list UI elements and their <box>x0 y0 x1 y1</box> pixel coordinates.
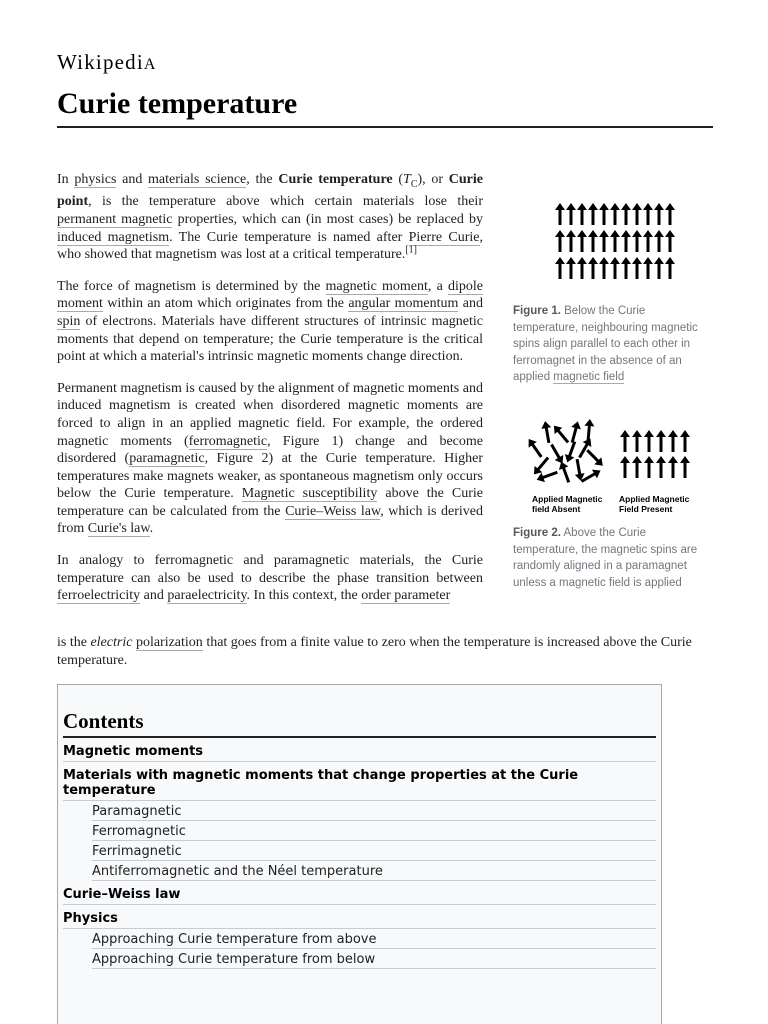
link-pierre-curie[interactable]: Pierre Curie <box>408 229 480 245</box>
figure-2 <box>513 418 713 591</box>
toc-item[interactable]: Ferrimagnetic <box>92 841 656 861</box>
spin-arrow-up <box>555 203 565 225</box>
wordmark-text: Wikipedi <box>57 50 144 74</box>
term-electric: electric <box>90 635 133 650</box>
spin-arrow-up <box>610 257 620 279</box>
spin-arrow-up <box>555 230 565 252</box>
link-paraelectricity[interactable]: paraelectricity <box>167 588 247 604</box>
spin-arrow-random <box>547 442 567 466</box>
fig2-left-label-2: field Absent <box>532 504 581 514</box>
article-body <box>57 171 483 605</box>
fig2-right-label-1: Applied Magnetic <box>619 494 690 504</box>
spin-arrow-up <box>621 230 631 252</box>
spin-arrow-up <box>566 257 576 279</box>
spin-arrow-random <box>540 420 554 443</box>
spin-arrow-up <box>566 203 576 225</box>
spin-arrow-random <box>567 420 582 444</box>
symbol-t: T <box>403 172 411 187</box>
paramagnet-spins-image[interactable] <box>513 418 713 516</box>
paragraph-analogy-continued: is the electric polarization that goes from a finite value to zero when the temperature is increased above the Curie temperature. <box>57 635 692 668</box>
page-title: Curie temperature <box>57 87 298 120</box>
spin-arrow-up <box>588 203 598 225</box>
spin-arrow-up <box>643 257 653 279</box>
spin-arrow-up <box>680 456 690 478</box>
spin-arrow-up <box>599 257 609 279</box>
title-divider <box>57 126 713 128</box>
spin-arrow-up <box>654 230 664 252</box>
toc-item[interactable]: Physics <box>63 911 656 929</box>
spin-arrow-up <box>668 430 678 452</box>
spin-arrow-up <box>577 230 587 252</box>
wordmark-tail: A <box>143 56 157 73</box>
spin-arrow-up <box>632 230 642 252</box>
spin-arrow-up <box>555 257 565 279</box>
spin-arrow-up <box>665 257 675 279</box>
spin-arrow-up <box>632 430 642 452</box>
spin-arrow-up <box>588 257 598 279</box>
paragraph-analogy: In analogy to ferromagnetic and paramagnetic materials, the Curie temperature can also be used to describe the phase transition between ferroelectricity and paraelectricity. In this context, the order parameter <box>57 553 483 604</box>
link-magnetic-susceptibility[interactable]: Magnetic susceptibility <box>241 486 378 502</box>
link-ferroelectricity[interactable]: ferroelectricity <box>57 588 141 604</box>
toc-item[interactable]: Magnetic moments <box>63 744 656 762</box>
toc-item[interactable]: Approaching Curie temperature from below <box>92 949 656 969</box>
term-curie-point: Curie point <box>57 172 483 210</box>
toc-list <box>63 744 656 969</box>
spin-arrow-up <box>620 430 630 452</box>
link-polarization[interactable]: polarization <box>135 635 203 650</box>
figure-1-caption: Figure 1. Below the Curie temperature, neighbouring magnetic spins align parallel to each other in ferromagnet in the absence of an applied magnetic field <box>513 305 698 383</box>
spin-arrow-up <box>644 430 654 452</box>
paragraph-force: The force of magnetism is determined by the magnetic moment, a dipole moment within an atom which originates from the angular momentum and spin of electrons. Materials have different structures of intrinsic magnetic moments that depend on temperature; the Curie temperature is the critical point at which a material's intrinsic magnetic moments change direction. <box>57 278 484 365</box>
link-induced-magnetism[interactable]: induced magnetism <box>57 229 170 245</box>
link-curies-law[interactable]: Curie's law <box>87 521 150 537</box>
spin-arrow-random <box>583 419 595 442</box>
spin-arrow-random <box>584 447 607 470</box>
spin-arrow-up <box>599 203 609 225</box>
link-permanent-magnetic[interactable]: permanent magnetic <box>57 211 173 227</box>
table-of-contents <box>57 684 662 1024</box>
toc-item[interactable]: Ferromagnetic <box>92 821 656 841</box>
spin-arrow-random <box>572 458 586 481</box>
spin-arrow-up <box>668 456 678 478</box>
toc-title: Contents <box>63 709 656 738</box>
spin-arrow-up <box>632 203 642 225</box>
link-magnetic-moment[interactable]: magnetic moment <box>325 278 428 294</box>
paragraph-intro: In physics and materials science, the Curie temperature $(T_C)$, or Curie point, is the temperature above which certain materials lose their permanent magnetic properties, which can (in most cases) be replaced by induced magnetism. The Curie temperature is named after Pierre Curie, who showed that magnetism was lost at a critical temperature.[1] <box>57 172 483 263</box>
link-paramagnetic[interactable]: paramagnetic <box>129 451 205 467</box>
spin-arrow-up <box>632 257 642 279</box>
spin-arrow-up <box>610 203 620 225</box>
spin-arrow-up <box>643 230 653 252</box>
link-order-parameter[interactable]: order parameter <box>361 588 451 604</box>
paragraph-permanent: Permanent magnetism is caused by the alignment of magnetic moments and induced magnetism is created when disordered magnetic moments are forced to align in an applied magnetic field. For example, the ordered magnetic moments (ferromagnetic, Figure 1) change and become disordered (paramagnetic, Figure 2) at the Curie temperature. Higher temperatures make magnets weaker, as spontaneous magnetism only occurs below the Curie temperature. Magnetic susceptibility above the Curie temperature can be calculated from the Curie–Weiss law, which is derived from Curie's law. <box>57 380 483 537</box>
spin-arrow-up <box>621 203 631 225</box>
figure-1 <box>513 200 713 386</box>
spin-arrow-up <box>588 230 598 252</box>
spin-arrow-random <box>557 460 574 484</box>
link-spin[interactable]: spin <box>57 313 81 329</box>
link-ferromagnetic[interactable]: ferromagnetic <box>188 433 268 449</box>
spin-arrow-up <box>644 456 654 478</box>
spin-arrow-up <box>654 257 664 279</box>
toc-item[interactable]: Antiferromagnetic and the Néel temperature <box>92 861 656 881</box>
link-materials-science[interactable]: materials science <box>148 172 247 187</box>
symbol-c: C <box>410 178 418 190</box>
spin-arrow-up <box>620 456 630 478</box>
link-magnetic-field[interactable]: magnetic field <box>553 371 625 383</box>
spin-arrow-up <box>577 203 587 225</box>
reference-1[interactable]: [1] <box>405 244 418 256</box>
spin-arrow-up <box>643 203 653 225</box>
toc-item[interactable]: Materials with magnetic moments that change properties at the Curie temperature <box>63 768 656 801</box>
ferromagnet-aligned-spins-image[interactable] <box>513 200 713 282</box>
toc-item[interactable]: Approaching Curie temperature from above <box>92 929 656 949</box>
spin-arrow-up <box>599 230 609 252</box>
link-physics[interactable]: physics <box>74 172 117 187</box>
spin-arrow-up <box>656 456 666 478</box>
spin-arrow-up <box>610 230 620 252</box>
spin-arrow-random <box>550 422 572 445</box>
link-curie-weiss-law[interactable]: Curie–Weiss law <box>285 503 381 519</box>
fig2-right-label-2: Field Present <box>619 504 673 514</box>
spin-arrow-up <box>656 430 666 452</box>
spin-arrow-up <box>654 203 664 225</box>
toc-item[interactable]: Curie–Weiss law <box>63 887 656 905</box>
spin-arrow-up <box>577 257 587 279</box>
spin-arrow-up <box>665 203 675 225</box>
link-dipole-moment[interactable]: dipole moment <box>57 278 484 312</box>
spin-arrow-up <box>566 230 576 252</box>
spin-arrow-up <box>680 430 690 452</box>
figure-2-caption: Figure 2. Above the Curie temperature, the magnetic spins are randomly aligned in a paramagnet unless a magnetic field is applied <box>513 527 698 589</box>
link-angular-momentum[interactable]: angular momentum <box>348 296 459 312</box>
spin-arrow-random <box>525 436 546 460</box>
fig2-left-label-1: Applied Magnetic <box>532 494 603 504</box>
spin-arrow-up <box>621 257 631 279</box>
term-curie-temperature: Curie temperature <box>278 172 393 187</box>
spin-arrow-up <box>632 456 642 478</box>
spin-arrow-up <box>665 230 675 252</box>
toc-item[interactable]: Paramagnetic <box>92 801 656 821</box>
wikipedia-wordmark[interactable] <box>57 50 157 75</box>
